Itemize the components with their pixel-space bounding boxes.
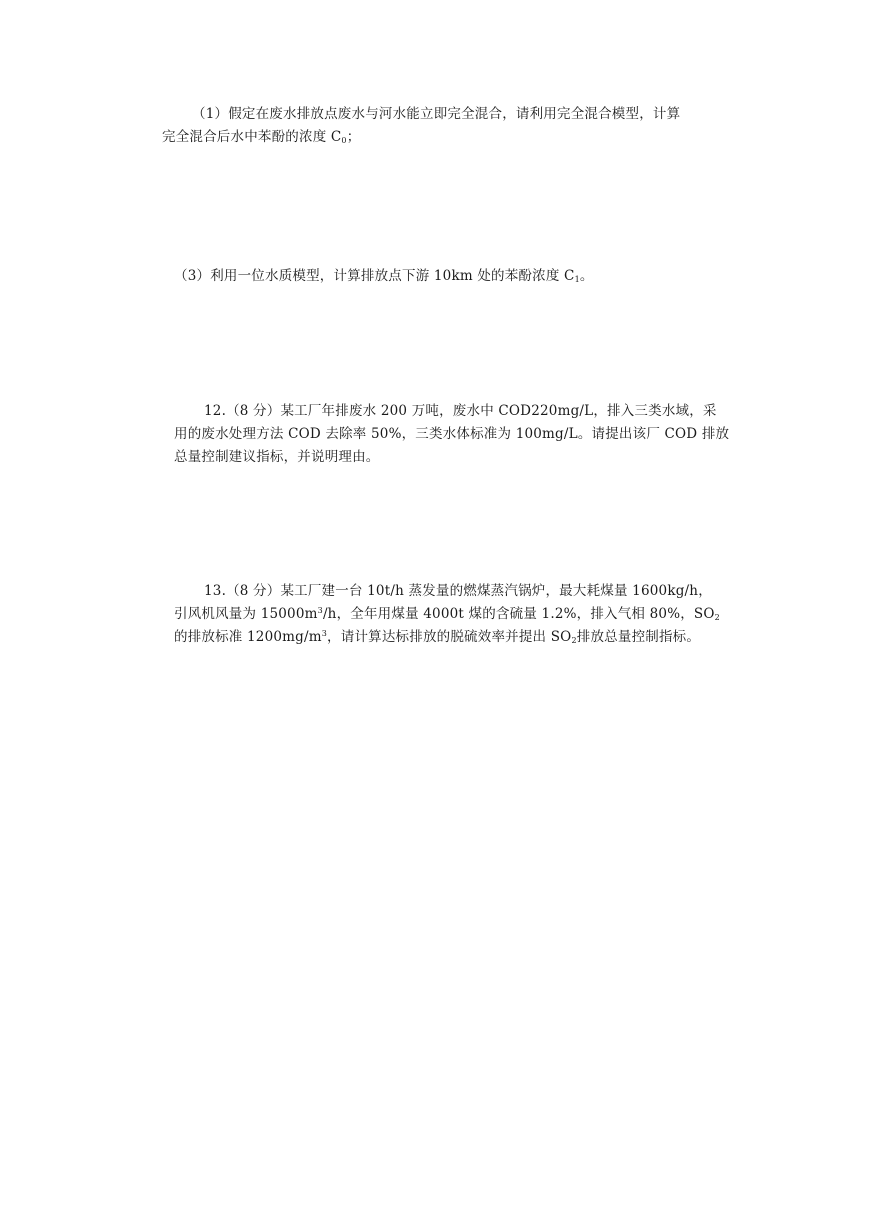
question-13-paragraph (174, 580, 720, 649)
subscript-0: 0 (341, 136, 347, 145)
subscript-2: 2 (714, 613, 720, 622)
question-3-paragraph (174, 265, 594, 288)
superscript-3: 3 (317, 606, 323, 615)
subscript-1: 1 (574, 275, 580, 284)
question-13-line-3: 的排放标准 $1200mg/m^3$，请计算达标排放的脱硫效率并提出 $SO_2$排放总量控制指标。 (174, 629, 701, 645)
subscript-2: 2 (571, 636, 577, 645)
question-13-line-2: 引风机风量为 $15000m^3/h$，全年用煤量 4000t 煤的含硫量 1.2%，排入气相 80%，$SO_2$ (174, 606, 720, 622)
question-1-paragraph (162, 103, 680, 149)
question-13-line-1: 13.（8 分）某工厂建一台 10t/h 蒸发量的燃煤蒸汽锅炉，最大耗煤量 1600kg/h， (204, 583, 712, 599)
question-1-line-2: 完全混合后水中苯酚的浓度 $C_0$； (162, 129, 361, 145)
question-1-line-1: （1）假定在废水排放点废水与河水能立即完全混合，请利用完全混合模型，计算 (192, 106, 681, 122)
question-12-line-2: 用的废水处理方法 COD 去除率 50%，三类水体标准为 100mg/L。请提出该厂 COD 排放 (174, 426, 730, 442)
question-3-line-1: （3）利用一位水质模型，计算排放点下游 10km 处的苯酚浓度 $C_1$。 (174, 268, 594, 284)
question-12-paragraph (174, 400, 729, 469)
question-12-line-1: 12.（8 分）某工厂年排废水 200 万吨，废水中 COD220mg/L，排入三类水域，采 (204, 403, 717, 419)
superscript-3: 3 (321, 629, 328, 638)
question-12-line-3: 总量控制建议指标，并说明理由。 (174, 449, 380, 465)
